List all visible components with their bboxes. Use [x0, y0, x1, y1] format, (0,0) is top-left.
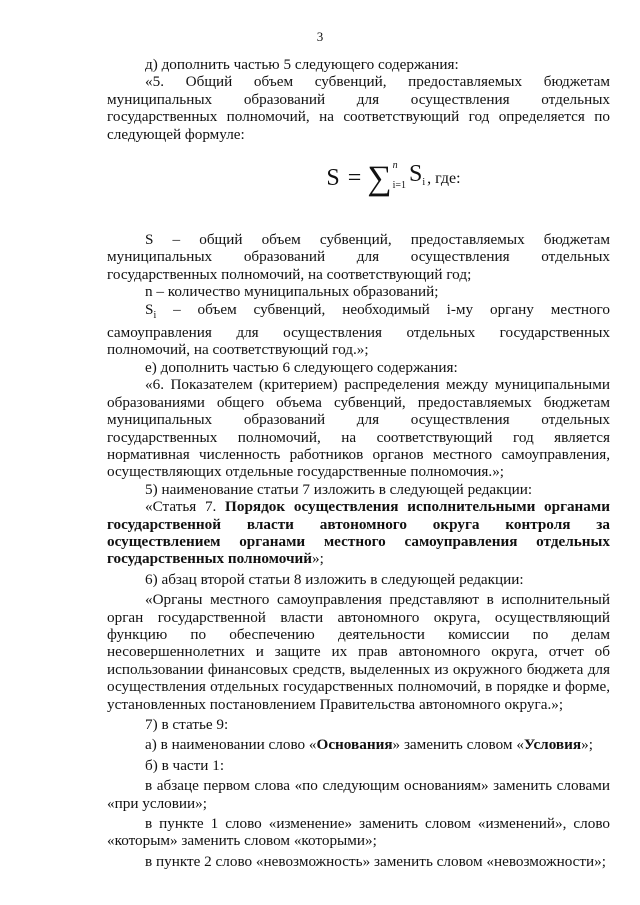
article-7-prefix: «Статья 7.: [145, 498, 226, 516]
si-symbol: S: [145, 300, 154, 318]
formula-equals: =: [347, 165, 362, 192]
item-7a-part3: »;: [581, 736, 593, 754]
sum-limits: [393, 160, 406, 192]
item-7a: [107, 736, 610, 753]
item-e: е) дополнить частью 6 следующего содержания:: [145, 358, 458, 376]
definition-n: n – количество муниципальных образований;: [145, 283, 439, 301]
formula-lhs: S: [326, 165, 340, 192]
si-text: – объем субвенций, необходимый i-му органу местного самоуправления для осуществления отдельных государственных полномочий, на соответствующий год.»;: [107, 300, 610, 359]
formula-term-symbol: S: [408, 161, 423, 188]
sum-lower-limit: i=1: [392, 180, 406, 192]
article-7-bold: Порядок осуществления исполнительными органами государственной власти автономного округа контроля за осуществлением органами местного самоуправления отдельных государственных полномочий: [107, 498, 610, 568]
formula-term: [408, 161, 426, 191]
item-5: 5) наименование статьи 7 изложить в следующей редакции:: [145, 480, 533, 498]
article-8-text: «Органы местного самоуправления представляют в исполнительный орган государственной власти автономного округа, осуществляющий функцию по обеспечению деятельности комиссии по делам несовершеннолетних и защите их прав автономного округа, отчет об использовании финансовых средств, выделенных из окружного бюджета для осуществления отдельных государственных полномочий, в порядке и форме, установленных постановлением Правительства автономного округа.»;: [107, 591, 610, 713]
definition-s: S – общий объем субвенций, предоставляемых бюджетам муниципальных образований для осуществления отдельных государственных полномочий, на соответствующий год;: [107, 231, 610, 283]
item-7a-word-osnovaniya: Основания: [316, 736, 393, 754]
line-abzac-first: в абзаце первом слова «по следующим основаниям» заменить словами «при условии»;: [107, 777, 610, 812]
line-punkt-2: в пункте 2 слово «невозможность» заменить словом «невозможности»;: [145, 852, 607, 870]
item-6: 6) абзац второй статьи 8 изложить в следующей редакции:: [145, 570, 524, 588]
item-7: 7) в статье 9:: [145, 716, 229, 733]
part-6-text: «6. Показателем (критерием) распределения между муниципальными образованиями общего объема субвенций, предоставляемых бюджетам муниципальных образований для осуществления отдельных государственных полномочий, на соответствующий год является нормативная численность работников органов местного самоуправления, осуществляющих отдельные государственные полномочия.»;: [107, 376, 610, 481]
part-5-text: «5. Общий объем субвенций, предоставляемых бюджетам муниципальных образований для осуществления отдельных государственных полномочий, на соответствующий год определяется по следующей формуле:: [107, 73, 610, 143]
article-7-title: [107, 498, 610, 568]
definition-si: [107, 301, 610, 359]
formula-term-sub: i: [422, 177, 426, 189]
sum-upper-limit: n: [392, 160, 398, 172]
item-7a-part2: » заменить словом «: [392, 736, 524, 754]
article-7-suffix: »;: [312, 550, 324, 568]
page-number: 3: [316, 29, 324, 44]
si-sub: i: [153, 309, 157, 321]
item-7b: б) в части 1:: [145, 756, 225, 774]
formula-suffix: , где:: [427, 170, 461, 188]
item-d: д) дополнить частью 5 следующего содержания:: [145, 56, 459, 73]
formula: [177, 149, 610, 209]
sigma-symbol: ∑: [367, 160, 392, 198]
item-7a-part1: а) в наименовании слово «: [145, 736, 317, 754]
item-7a-word-usloviya: Условия: [523, 736, 582, 754]
formula-sum: [367, 160, 406, 198]
line-punkt-1: в пункте 1 слово «изменение» заменить словом «изменений», слово «которым» заменить словом «которыми»;: [107, 815, 610, 850]
